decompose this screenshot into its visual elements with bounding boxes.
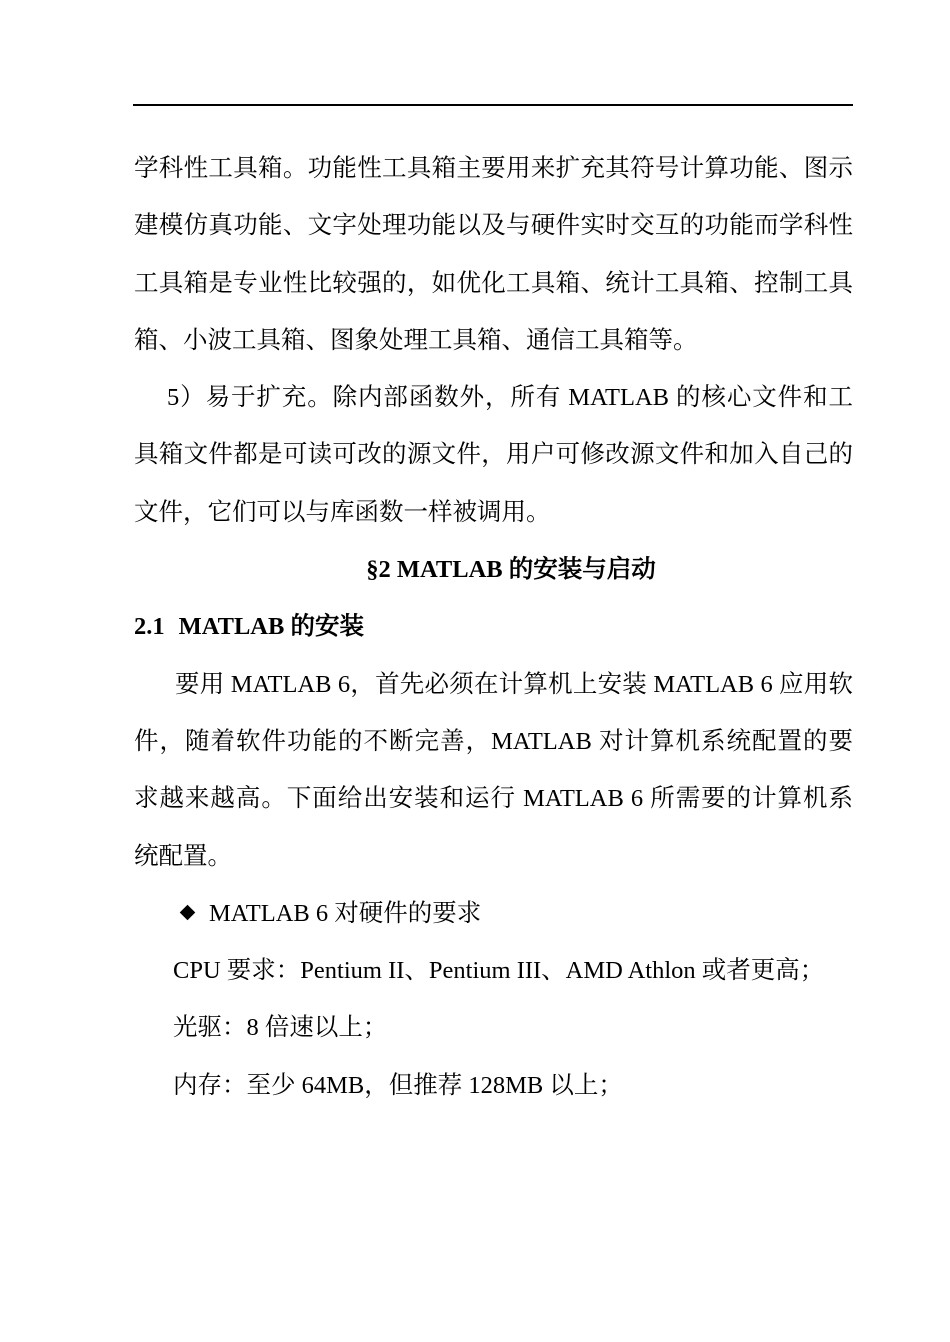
requirement-cdrom: 光驱：8 倍速以上； [173, 1014, 388, 1042]
paragraph-toolboxes: 学科性工具箱。功能性工具箱主要用来扩充其符号计算功能、图示建模仿真功能、文字处理功能以及与硬件实时交互的功能而学科性工具箱是专业性比较强的，如优化工具箱、统计工具箱、控制工具箱、小波工具箱、图象处理工具箱、通信工具箱等。 [134, 155, 853, 354]
requirement-cpu: CPU 要求：Pentium II、Pentium III、AMD Athlon 或者更高； [173, 957, 825, 985]
bullet-hardware-requirements [134, 885, 853, 942]
bullet-text: MATLAB 6 对硬件的要求 [209, 899, 482, 927]
paragraph-extensibility: 5）易于扩充。除内部函数外，所有 MATLAB 的核心文件和工具箱文件都是可读可改的源文件，用户可修改源文件和加入自己的文件，它们可以与库函数一样被调用。 [134, 384, 853, 526]
subsection-title: MATLAB 的安装 [178, 613, 364, 641]
diamond-bullet-icon [180, 905, 196, 921]
paragraph-installation: 要用 MATLAB 6，首先必须在计算机上安装 MATLAB 6 应用软件，随着软件功能的不断完善，MATLAB 对计算机系统配置的要求越来越高。下面给出安装和运行 MATLAB 6 所需要的计算机系统配置。 [134, 670, 853, 870]
subsection-number: 2.1 [134, 613, 165, 641]
requirement-memory: 内存：至少 64MB，但推荐 128MB 以上； [173, 1071, 623, 1099]
section-title: §2 MATLAB 的安装与启动 [366, 556, 656, 584]
header-rule [133, 104, 853, 106]
document-body [134, 140, 853, 1114]
subsection-heading [134, 598, 853, 655]
